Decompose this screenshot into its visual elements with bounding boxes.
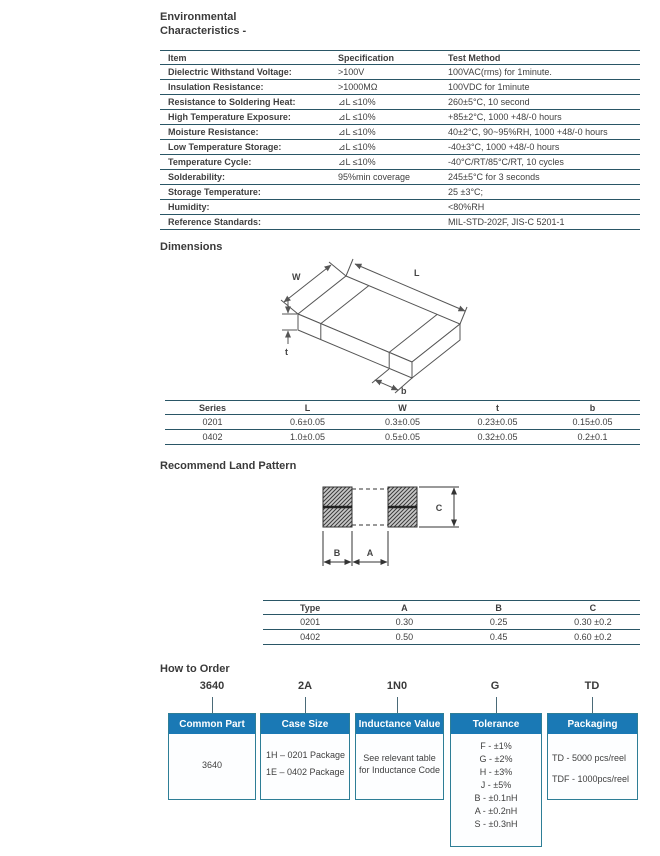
- table-row: [165, 415, 640, 430]
- column-header: W: [398, 402, 407, 413]
- table-row: [165, 430, 640, 445]
- cell-item: High Temperature Exposure:: [168, 112, 291, 122]
- cell: 0402: [202, 432, 223, 442]
- cell: 0.32±0.05: [477, 432, 518, 442]
- order-box-common-part: [168, 713, 256, 800]
- table-row: [160, 185, 640, 200]
- cell-spec: >100V: [338, 67, 365, 77]
- order-code-case-size: 2A: [297, 680, 313, 692]
- column-header: B: [495, 602, 502, 613]
- page-title: [160, 10, 246, 38]
- order-box-line: F - ±1%: [480, 741, 512, 751]
- cell: 0201: [202, 417, 223, 427]
- cell: 0.60 ±0.2: [574, 632, 612, 642]
- cell-method: +85±2°C, 1000 +48/-0 hours: [448, 112, 562, 122]
- table-row: [160, 80, 640, 95]
- column-header: Specification: [338, 52, 395, 63]
- order-box-line: TD - 5000 pcs/reel: [552, 753, 627, 763]
- cell: 0.5±0.05: [385, 432, 420, 442]
- table-row: [160, 110, 640, 125]
- table-row: [160, 155, 640, 170]
- table-row: [160, 200, 640, 215]
- cell: 1.0±0.05: [290, 432, 325, 442]
- cell-spec: ⊿L ≤10%: [338, 111, 376, 122]
- cell: 0.30: [395, 617, 414, 627]
- cell-item: Solderability:: [168, 172, 226, 182]
- cell: 0.30 ±0.2: [574, 617, 612, 627]
- cell: 0.2±0.1: [577, 432, 608, 442]
- cell: 0.50: [395, 632, 414, 642]
- order-box-line: for Inductance Code: [358, 765, 441, 775]
- land-pattern-table: [263, 600, 640, 645]
- column-header: Type: [299, 602, 321, 613]
- cell-spec: ⊿L ≤10%: [338, 156, 376, 167]
- table-row: [263, 630, 640, 645]
- table-row: [160, 215, 640, 230]
- cell-spec: ⊿L ≤10%: [338, 141, 376, 152]
- cell-method: 40±2°C, 90~95%RH, 1000 +48/-0 hours: [448, 127, 608, 137]
- table-header-row: [160, 50, 640, 65]
- table-row: [263, 615, 640, 630]
- chip-dimension-diagram: [268, 252, 488, 397]
- land-pattern-heading: Recommend Land Pattern: [160, 460, 297, 472]
- connector-line: [212, 697, 213, 713]
- page-title-line2: Characteristics -: [160, 25, 247, 37]
- table-row: [160, 65, 640, 80]
- cell-spec: ⊿L ≤10%: [338, 126, 376, 137]
- environmental-table: [160, 50, 640, 230]
- cell-item: Storage Temperature:: [168, 187, 261, 197]
- cell-method: <80%RH: [448, 202, 485, 212]
- order-box-header: Packaging: [548, 714, 637, 734]
- order-box-line: G - ±2%: [479, 754, 513, 764]
- cell-item: Insulation Resistance:: [168, 82, 264, 92]
- cell: 0201: [300, 617, 321, 627]
- order-box-line: J - ±5%: [480, 780, 512, 790]
- order-code-packaging: TD: [584, 680, 600, 692]
- order-box-header: Common Part: [169, 714, 255, 734]
- order-box-line: 3640: [201, 760, 223, 770]
- order-box-line: A - ±0.2nH: [474, 806, 518, 816]
- cell: 0.23±0.05: [477, 417, 518, 427]
- column-header: Test Method: [448, 52, 501, 63]
- cell-spec: >1000MΩ: [338, 82, 378, 92]
- table-row: [160, 140, 640, 155]
- cell-method: 100VAC(rms) for 1minute.: [448, 67, 552, 77]
- order-box-header: Inductance Value: [356, 714, 443, 734]
- dim-label-t: t: [285, 347, 288, 357]
- column-header: L: [304, 402, 311, 413]
- order-box-body: [451, 734, 541, 831]
- column-header: A: [401, 602, 408, 613]
- order-box-body: [548, 748, 637, 790]
- cell: 0.45: [489, 632, 508, 642]
- cell-spec: 95%min coverage: [338, 172, 411, 182]
- order-box-header: Case Size: [261, 714, 349, 734]
- cell-item: Humidity:: [168, 202, 210, 212]
- dim-label-l: L: [414, 268, 420, 278]
- page-title-line1: Environmental: [160, 11, 237, 23]
- land-label-a: A: [366, 548, 374, 558]
- column-header: C: [589, 602, 597, 613]
- cell-method: 25 ±3°C;: [448, 187, 484, 197]
- cell-method: 245±5°C for 3 seconds: [448, 172, 540, 182]
- order-box-tolerance: [450, 713, 542, 847]
- cell-item: Low Temperature Storage:: [168, 142, 282, 152]
- land-pattern-diagram: [315, 478, 465, 583]
- order-box-line: 1H – 0201 Package: [266, 750, 346, 760]
- order-box-line: S - ±0.3nH: [474, 819, 518, 829]
- order-box-case-size: [260, 713, 350, 800]
- connector-line: [397, 697, 398, 713]
- order-box-line: See relevant table: [363, 753, 436, 763]
- order-box-line: 1E – 0402 Package: [266, 767, 345, 777]
- order-box-body: [169, 734, 255, 770]
- cell-item: Moisture Resistance:: [168, 127, 259, 137]
- table-row: [160, 170, 640, 185]
- cell-item: Reference Standards:: [168, 217, 262, 227]
- cell: 0.15±0.05: [572, 417, 613, 427]
- cell: 0.3±0.05: [385, 417, 420, 427]
- order-code-tolerance: G: [490, 680, 500, 692]
- cell: 0402: [300, 632, 321, 642]
- dimensions-heading: Dimensions: [160, 241, 223, 253]
- cell-item: Resistance to Soldering Heat:: [168, 97, 296, 107]
- cell: 0.6±0.05: [290, 417, 325, 427]
- column-header: b: [589, 402, 596, 413]
- connector-line: [592, 697, 593, 713]
- table-header-row: [165, 400, 640, 415]
- order-box-body: [356, 734, 443, 776]
- order-box-line: B - ±0.1nH: [474, 793, 518, 803]
- order-box-body: [261, 734, 349, 781]
- order-box-line: TDF - 1000pcs/reel: [552, 774, 630, 784]
- dim-label-b: b: [401, 386, 407, 396]
- cell-item: Temperature Cycle:: [168, 157, 252, 167]
- order-code-inductance: 1N0: [386, 680, 408, 692]
- cell-method: -40°C/RT/85°C/RT, 10 cycles: [448, 157, 564, 167]
- dim-label-w: W: [292, 272, 301, 282]
- cell-method: MIL-STD-202F, JIS-C 5201-1: [448, 217, 565, 227]
- order-box-header: Tolerance: [451, 714, 541, 734]
- column-header: Item: [168, 52, 187, 63]
- cell-spec: ⊿L ≤10%: [338, 96, 376, 107]
- column-header: Series: [198, 402, 227, 413]
- land-label-c: C: [435, 503, 443, 513]
- cell-method: -40±3°C, 1000 +48/-0 hours: [448, 142, 560, 152]
- table-header-row: [263, 600, 640, 615]
- cell-method: 260±5°C, 10 second: [448, 97, 530, 107]
- land-label-b: B: [333, 548, 341, 558]
- cell: 0.25: [489, 617, 508, 627]
- order-box-packaging: [547, 713, 638, 800]
- connector-line: [305, 697, 306, 713]
- order-code-common-part: 3640: [199, 680, 225, 692]
- connector-line: [496, 697, 497, 713]
- dimensions-table: [165, 400, 640, 445]
- cell-item: Dielectric Withstand Voltage:: [168, 67, 292, 77]
- cell-method: 100VDC for 1minute: [448, 82, 530, 92]
- order-box-inductance-value: [355, 713, 444, 800]
- table-row: [160, 125, 640, 140]
- column-header: t: [496, 402, 499, 413]
- order-box-line: H - ±3%: [479, 767, 513, 777]
- how-to-order-heading: How to Order: [160, 663, 230, 675]
- table-row: [160, 95, 640, 110]
